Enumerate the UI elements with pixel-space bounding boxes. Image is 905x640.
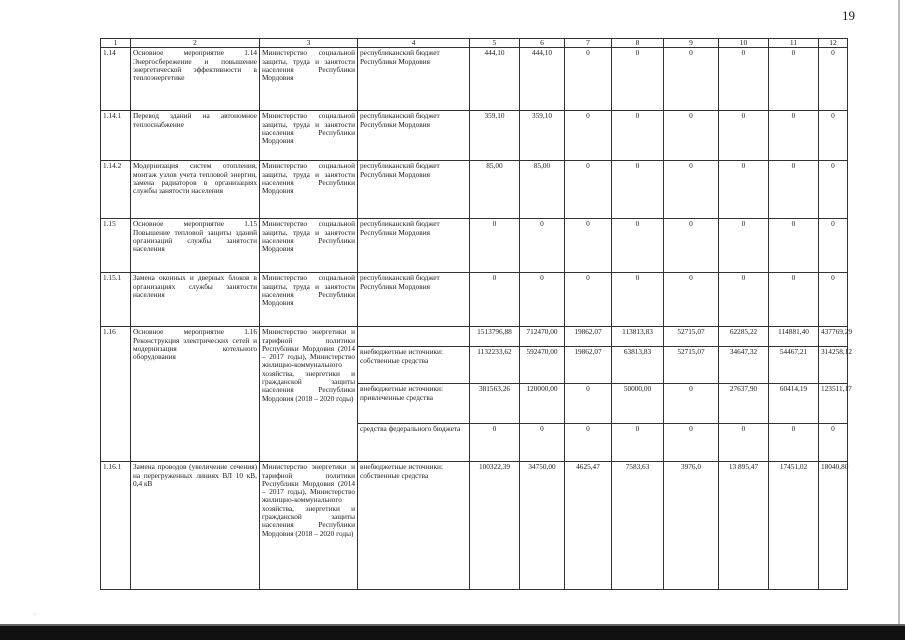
row-code: 1.15 xyxy=(101,219,131,273)
row-source: республиканский бюджет Республики Мордовия xyxy=(358,111,470,161)
value-cell: 52715,07 xyxy=(664,327,719,347)
row-code: 1.16.1 xyxy=(101,462,131,590)
row-source: внебюджетные источники: привлеченные средства xyxy=(358,384,470,424)
row-source: республиканский бюджет Республики Мордовия xyxy=(358,273,470,327)
value-cell: 0 xyxy=(819,219,848,273)
row-source: республиканский бюджет Республики Мордовия xyxy=(358,219,470,273)
program-table xyxy=(100,38,853,590)
value-cell: 62285,22 xyxy=(719,327,769,347)
row-source: республиканский бюджет Республики Мордовия xyxy=(358,48,470,111)
value-cell: 100322,39 xyxy=(470,462,520,590)
value-cell: 359,10 xyxy=(520,111,565,161)
value-cell: 0 xyxy=(719,111,769,161)
scan-speck: · xyxy=(34,612,36,618)
row-code: 1.15.1 xyxy=(101,273,131,327)
header-cell: 5 xyxy=(470,39,520,48)
value-cell: 0 xyxy=(565,48,612,111)
value-cell: 0 xyxy=(819,424,848,462)
value-cell: 444,10 xyxy=(470,48,520,111)
value-cell: 0 xyxy=(664,424,719,462)
value-cell: 359,10 xyxy=(470,111,520,161)
value-cell: 13 895,47 xyxy=(719,462,769,590)
header-cell: 1 xyxy=(101,39,131,48)
value-cell: 0 xyxy=(664,219,719,273)
row-name: Основное мероприятие 1.16 Реконструкция электрических сетей и модернизация котельного оборудования xyxy=(131,327,260,462)
value-cell: 1513796,88 xyxy=(470,327,520,347)
row-executor: Министерство социальной защиты, труда и занятости населения Республики Мордовия xyxy=(260,111,358,161)
header-cell: 7 xyxy=(565,39,612,48)
value-cell: 0 xyxy=(819,161,848,219)
value-cell: 85,00 xyxy=(470,161,520,219)
row-name: Замена проводов (увеличение сечения) на перегруженных линиях ВЛ 10 кВ, 0,4 кВ xyxy=(131,462,260,590)
value-cell: 0 xyxy=(612,48,664,111)
value-cell: 0 xyxy=(664,161,719,219)
row-executor: Министерство энергетики и тарифной политики Республики Мордовия (2014 – 2017 годы), Министерство жилищно-коммунального хозяйства, энергетики и гражданской защиты населения Республики Мордовия (2018 – 2020 годы) xyxy=(260,327,358,462)
value-cell: 592470,00 xyxy=(520,347,565,384)
header-cell: 9 xyxy=(664,39,719,48)
value-cell: 27637,90 xyxy=(719,384,769,424)
row-source: внебюджетные источники: собственные средства xyxy=(358,347,470,384)
row-executor: Министерство социальной защиты, труда и занятости населения Республики Мордовия xyxy=(260,48,358,111)
value-cell: 712470,00 xyxy=(520,327,565,347)
value-cell: 0 xyxy=(819,48,848,111)
row-source: средства федерального бюджета xyxy=(358,424,470,462)
value-cell: 63813,83 xyxy=(612,347,664,384)
value-cell: 0 xyxy=(664,384,719,424)
row-code: 1.16 xyxy=(101,327,131,462)
value-cell: 34750,00 xyxy=(520,462,565,590)
table-row xyxy=(101,161,848,219)
table-row xyxy=(101,462,848,590)
value-cell: 0 xyxy=(565,424,612,462)
value-cell: 4625,47 xyxy=(565,462,612,590)
value-cell: 0 xyxy=(565,219,612,273)
value-cell: 123511,17 xyxy=(819,384,848,424)
scan-bottom-bar xyxy=(0,626,905,640)
header-cell: 10 xyxy=(719,39,769,48)
row-source xyxy=(358,327,470,347)
table-row xyxy=(101,327,848,347)
value-cell: 34647,32 xyxy=(719,347,769,384)
value-cell: 0 xyxy=(664,273,719,327)
value-cell: 52715,07 xyxy=(664,347,719,384)
value-cell: 0 xyxy=(612,111,664,161)
table-row xyxy=(101,48,848,111)
page-number: 19 xyxy=(842,8,855,23)
row-executor: Министерство социальной защиты, труда и занятости населения Республики Мордовия xyxy=(260,219,358,273)
row-name: Перевод зданий на автономное теплоснабжение xyxy=(131,111,260,161)
row-name: Основное мероприятие 1.15 Повышение тепловой защиты зданий организаций службы занятости населения xyxy=(131,219,260,273)
value-cell: 0 xyxy=(719,48,769,111)
value-cell: 0 xyxy=(769,111,819,161)
value-cell: 381563,26 xyxy=(470,384,520,424)
value-cell: 0 xyxy=(769,424,819,462)
row-name: Модернизация систем отопления, монтаж узлов учета тепловой энергии, замена радиаторов в организациях службы занятости населения xyxy=(131,161,260,219)
row-name: Замена оконных и дверных блоков в организациях службы занятости населения xyxy=(131,273,260,327)
value-cell: 0 xyxy=(520,273,565,327)
value-cell: 0 xyxy=(769,219,819,273)
value-cell: 0 xyxy=(612,219,664,273)
value-cell: 0 xyxy=(612,424,664,462)
row-source: внебюджетные источники: собственные средства xyxy=(358,462,470,590)
table-row xyxy=(101,219,848,273)
value-cell: 0 xyxy=(719,219,769,273)
value-cell: 0 xyxy=(719,161,769,219)
header-cell: 2 xyxy=(131,39,260,48)
value-cell: 0 xyxy=(565,111,612,161)
value-cell: 0 xyxy=(520,219,565,273)
header-cell: 12 xyxy=(819,39,848,48)
value-cell: 0 xyxy=(664,111,719,161)
row-executor: Министерство энергетики и тарифной политики Республики Мордовия (2014 – 2017 годы), Министерство жилищно-коммунального хозяйства, энергетики и гражданской защиты населения Республики Мордовия (2018 – 2020 годы) xyxy=(260,462,358,590)
value-cell: 0 xyxy=(470,424,520,462)
row-executor: Министерство социальной защиты, труда и занятости населения Республики Мордовия xyxy=(260,161,358,219)
value-cell: 0 xyxy=(612,161,664,219)
value-cell: 120000,00 xyxy=(520,384,565,424)
value-cell: 18040,80 xyxy=(819,462,848,590)
value-cell: 0 xyxy=(565,161,612,219)
value-cell: 0 xyxy=(819,111,848,161)
value-cell: 437769,29 xyxy=(819,327,848,347)
value-cell: 7583,63 xyxy=(612,462,664,590)
table-row xyxy=(101,111,848,161)
value-cell: 60414,19 xyxy=(769,384,819,424)
value-cell: 0 xyxy=(769,273,819,327)
value-cell: 19862,07 xyxy=(565,327,612,347)
value-cell: 0 xyxy=(769,161,819,219)
value-cell: 113813,83 xyxy=(612,327,664,347)
value-cell: 0 xyxy=(470,219,520,273)
header-cell: 11 xyxy=(769,39,819,48)
value-cell: 50000,00 xyxy=(612,384,664,424)
value-cell: 3976,0 xyxy=(664,462,719,590)
value-cell: 0 xyxy=(719,424,769,462)
value-cell: 19862,07 xyxy=(565,347,612,384)
value-cell: 0 xyxy=(565,384,612,424)
value-cell: 17451,02 xyxy=(769,462,819,590)
value-cell: 0 xyxy=(819,273,848,327)
value-cell: 314258,12 xyxy=(819,347,848,384)
header-row xyxy=(101,39,848,48)
header-cell: 4 xyxy=(358,39,470,48)
value-cell: 0 xyxy=(612,273,664,327)
row-name: Основное мероприятие 1.14 Энергосбережение и повышение энергетической эффективности в теплоэнергетике xyxy=(131,48,260,111)
value-cell: 1132233,62 xyxy=(470,347,520,384)
value-cell: 0 xyxy=(664,48,719,111)
row-code: 1.14.1 xyxy=(101,111,131,161)
header-cell: 3 xyxy=(260,39,358,48)
value-cell: 0 xyxy=(520,424,565,462)
value-cell: 85,00 xyxy=(520,161,565,219)
value-cell: 444,10 xyxy=(520,48,565,111)
header-cell: 6 xyxy=(520,39,565,48)
value-cell: 114881,40 xyxy=(769,327,819,347)
value-cell: 0 xyxy=(565,273,612,327)
row-executor: Министерство социальной защиты, труда и занятости населения Республики Мордовия xyxy=(260,273,358,327)
table-row xyxy=(101,273,848,327)
value-cell: 0 xyxy=(470,273,520,327)
value-cell: 54467,21 xyxy=(769,347,819,384)
header-cell: 8 xyxy=(612,39,664,48)
row-code: 1.14 xyxy=(101,48,131,111)
value-cell: 0 xyxy=(769,48,819,111)
row-code: 1.14.2 xyxy=(101,161,131,219)
scan-edge xyxy=(898,0,900,640)
row-source: республиканский бюджет Республики Мордовия xyxy=(358,161,470,219)
value-cell: 0 xyxy=(719,273,769,327)
